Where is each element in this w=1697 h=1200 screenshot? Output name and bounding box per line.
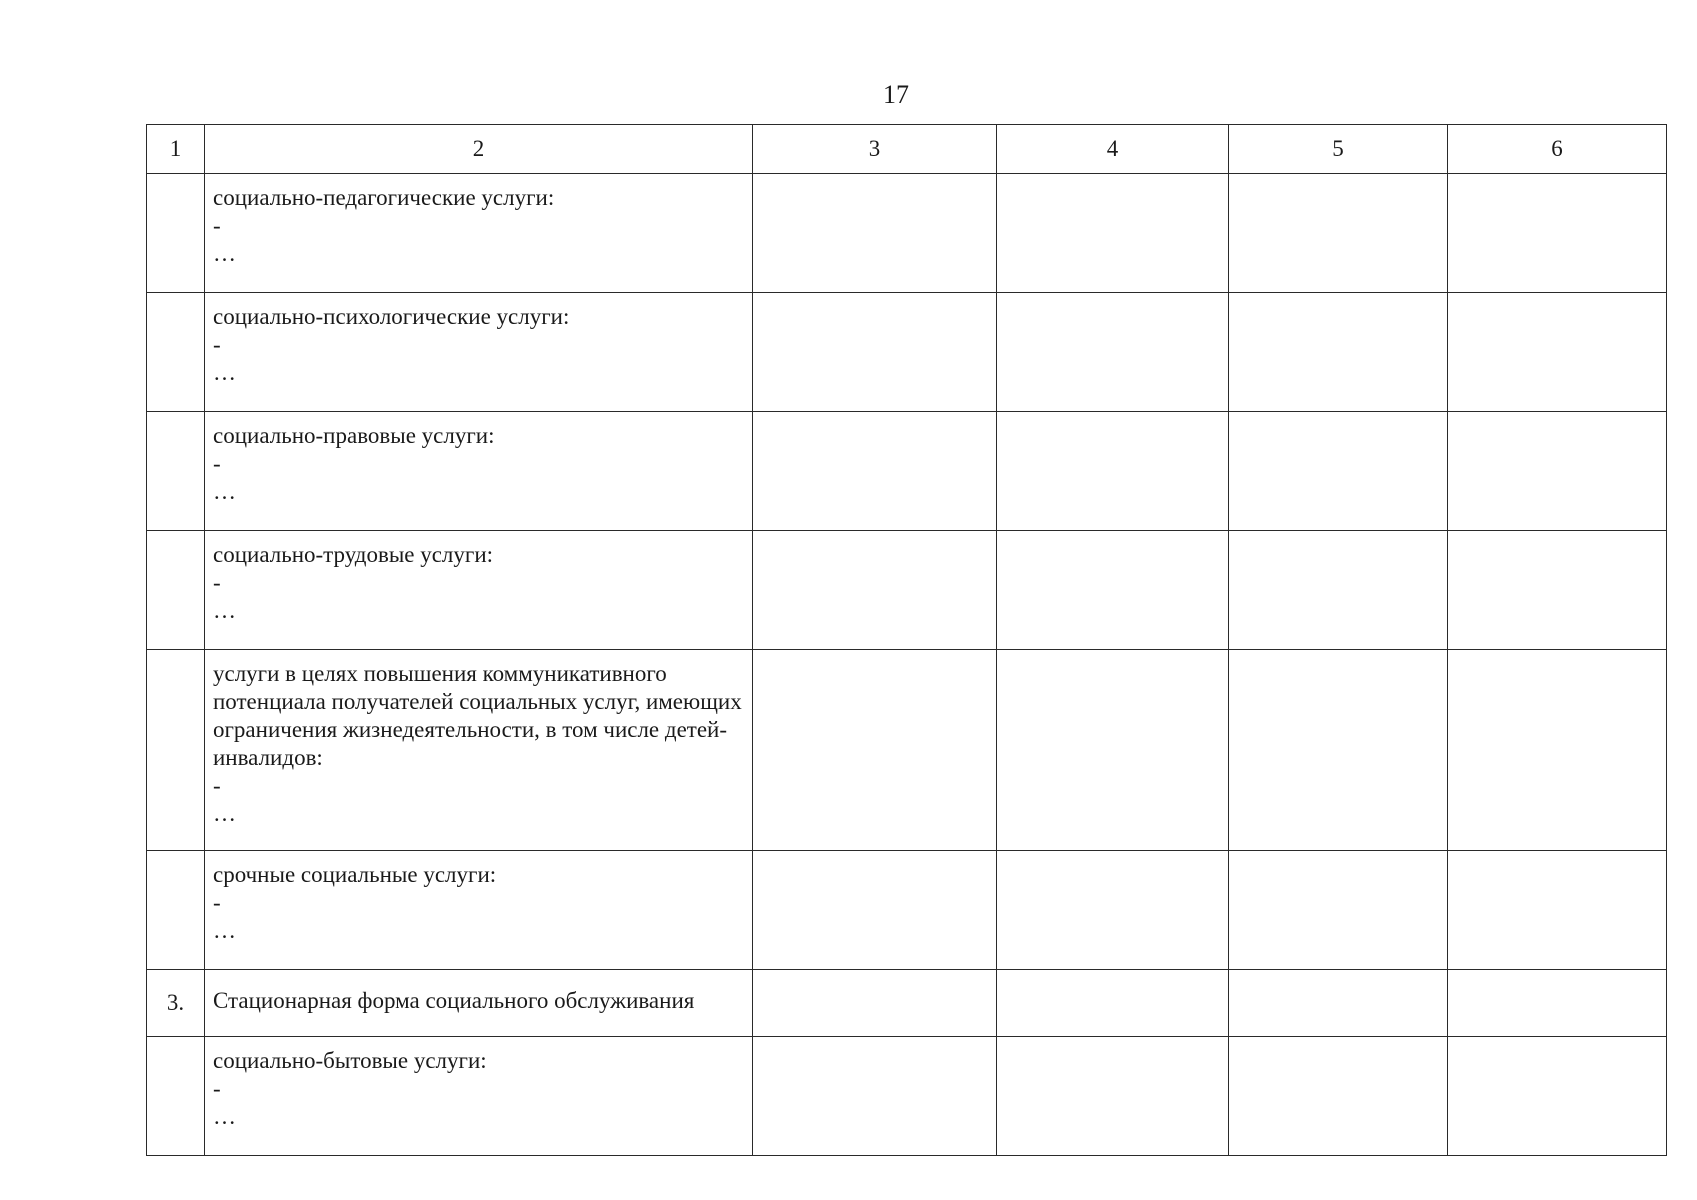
row-number bbox=[147, 174, 205, 293]
service-description bbox=[205, 293, 753, 412]
table-cell bbox=[1448, 970, 1667, 1037]
table-cell bbox=[997, 531, 1229, 650]
row-number bbox=[147, 851, 205, 970]
table-cell bbox=[753, 1037, 997, 1156]
table-cell bbox=[1448, 851, 1667, 970]
column-header-5: 5 bbox=[1229, 125, 1448, 174]
table-header-row bbox=[147, 125, 1667, 174]
service-description bbox=[205, 851, 753, 970]
item-dash: - bbox=[213, 1076, 221, 1101]
item-dash: - bbox=[213, 570, 221, 595]
item-ellipsis: … bbox=[213, 479, 236, 504]
section-title-label: Стационарная форма социального обслуживания bbox=[213, 988, 695, 1013]
table-cell bbox=[997, 293, 1229, 412]
row-number bbox=[147, 412, 205, 531]
table-cell bbox=[1229, 970, 1448, 1037]
row-number bbox=[147, 531, 205, 650]
table-cell bbox=[997, 1037, 1229, 1156]
row-number bbox=[147, 650, 205, 851]
table-row bbox=[147, 1037, 1667, 1156]
table-row bbox=[147, 650, 1667, 851]
service-category-label: социально-педагогические услуги: bbox=[213, 185, 555, 210]
table-cell bbox=[997, 650, 1229, 851]
service-category-label: социально-бытовые услуги: bbox=[213, 1048, 487, 1073]
service-description bbox=[205, 174, 753, 293]
item-dash: - bbox=[213, 451, 221, 476]
item-dash: - bbox=[213, 213, 221, 238]
table-row bbox=[147, 293, 1667, 412]
table-row-section bbox=[147, 970, 1667, 1037]
column-header-6: 6 bbox=[1448, 125, 1667, 174]
table-cell bbox=[1229, 531, 1448, 650]
service-category-label: срочные социальные услуги: bbox=[213, 862, 497, 887]
table-cell bbox=[997, 174, 1229, 293]
table-cell bbox=[1448, 531, 1667, 650]
table-cell bbox=[1229, 293, 1448, 412]
service-description bbox=[205, 531, 753, 650]
section-title bbox=[205, 970, 753, 1037]
service-category-label: социально-психологические услуги: bbox=[213, 304, 570, 329]
table-cell bbox=[753, 970, 997, 1037]
section-number: 3. bbox=[147, 970, 205, 1037]
item-ellipsis: … bbox=[213, 241, 236, 266]
table-row bbox=[147, 174, 1667, 293]
table-cell bbox=[753, 851, 997, 970]
column-header-2: 2 bbox=[205, 125, 753, 174]
table-cell bbox=[1229, 650, 1448, 851]
column-header-1: 1 bbox=[147, 125, 205, 174]
item-ellipsis: … bbox=[213, 360, 236, 385]
table-cell bbox=[1448, 650, 1667, 851]
table-cell bbox=[997, 970, 1229, 1037]
service-description bbox=[205, 650, 753, 851]
table-cell bbox=[1229, 412, 1448, 531]
item-ellipsis: … bbox=[213, 918, 236, 943]
item-ellipsis: … bbox=[213, 801, 236, 826]
service-category-label: услуги в целях повышения коммуникативного потенциала получателей социальных услуг, имеющих ограничения жизнедеятельности, в том числе детей-инвалидов: bbox=[213, 661, 742, 770]
table-cell bbox=[1448, 412, 1667, 531]
item-ellipsis: … bbox=[213, 598, 236, 623]
table-cell bbox=[753, 293, 997, 412]
table-cell bbox=[997, 851, 1229, 970]
item-ellipsis: … bbox=[213, 1104, 236, 1129]
table-cell bbox=[1448, 293, 1667, 412]
table-cell bbox=[1229, 174, 1448, 293]
table-row bbox=[147, 412, 1667, 531]
table-cell bbox=[753, 650, 997, 851]
table-cell bbox=[753, 531, 997, 650]
table-cell bbox=[1448, 174, 1667, 293]
table-row bbox=[147, 851, 1667, 970]
table-cell bbox=[1229, 1037, 1448, 1156]
table-cell bbox=[753, 412, 997, 531]
table-row bbox=[147, 531, 1667, 650]
table-cell bbox=[1448, 1037, 1667, 1156]
column-header-3: 3 bbox=[753, 125, 997, 174]
service-category-label: социально-трудовые услуги: bbox=[213, 542, 494, 567]
row-number bbox=[147, 293, 205, 412]
table-cell bbox=[753, 174, 997, 293]
item-dash: - bbox=[213, 890, 221, 915]
service-description bbox=[205, 1037, 753, 1156]
item-dash: - bbox=[213, 773, 221, 798]
service-description bbox=[205, 412, 753, 531]
row-number bbox=[147, 1037, 205, 1156]
table-cell bbox=[1229, 851, 1448, 970]
service-category-label: социально-правовые услуги: bbox=[213, 423, 495, 448]
item-dash: - bbox=[213, 332, 221, 357]
page-number: 17 bbox=[883, 80, 909, 109]
table-cell bbox=[997, 412, 1229, 531]
column-header-4: 4 bbox=[997, 125, 1229, 174]
services-table bbox=[146, 124, 1667, 1156]
